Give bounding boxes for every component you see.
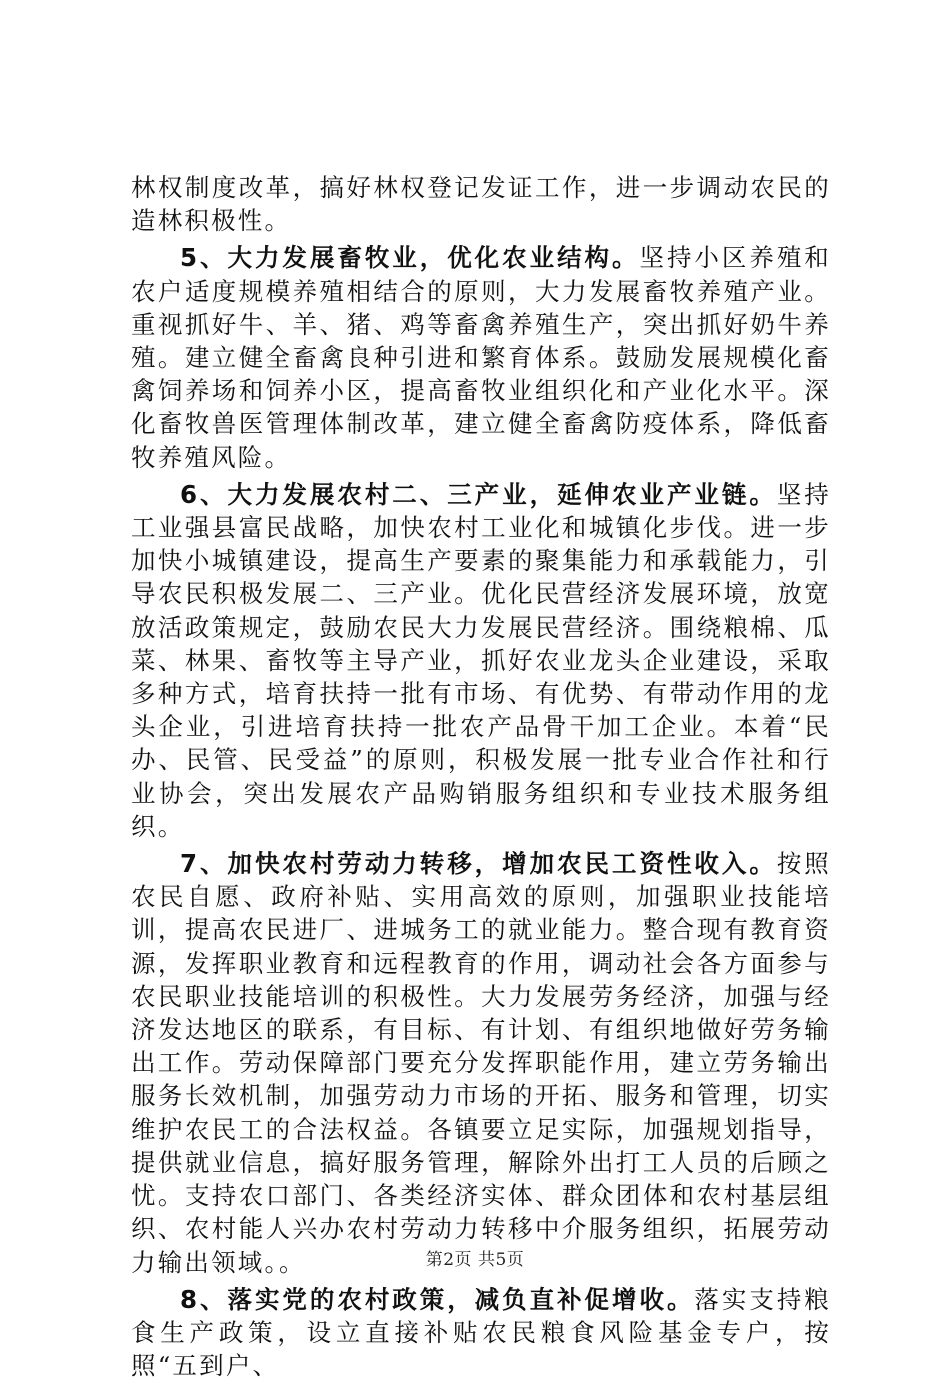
paragraph-5-text: 落实支持粮食生产政策，设立直接补贴农民粮食风险基金专户，按照“五到户、 (131, 1284, 831, 1381)
paragraph-5-heading: 8、落实党的农村政策，减负直补促增收。 (180, 1284, 695, 1314)
paragraph-1 (131, 171, 831, 237)
page-footer: 第2页 共5页 (425, 1250, 525, 1270)
document-body (131, 171, 831, 1386)
paragraph-3-heading: 6、大力发展农村二、三产业，延伸农业产业链。 (180, 479, 777, 509)
paragraph-2-heading: 5、大力发展畜牧业，优化农业结构。 (180, 243, 640, 273)
paragraph-2 (131, 241, 831, 473)
paragraph-3 (131, 478, 831, 843)
paragraph-4-heading: 7、加快农村劳动力转移，增加农民工资性收入。 (180, 849, 777, 879)
paragraph-2-text: 坚持小区养殖和农户适度规模养殖相结合的原则，大力发展畜牧养殖产业。重视抓好牛、羊、猪、鸡等畜禽养殖生产，突出抓好奶牛养殖。建立健全畜禽良种引进和繁育体系。鼓励发展规模化畜禽饲养场和饲养小区，提高畜牧业组织化和产业化水平。深化畜牧兽医管理体制改革，建立健全畜禽防疫体系，降低畜牧养殖风险。 (131, 243, 831, 472)
paragraph-1-text: 林权制度改革，搞好林权登记发证工作，进一步调动农民的造林积极性。 (131, 173, 831, 236)
paragraph-4 (131, 847, 831, 1279)
paragraph-4-text: 按照农民自愿、政府补贴、实用高效的原则，加强职业技能培训，提高农民进厂、进城务工的就业能力。整合现有教育资源，发挥职业教育和远程教育的作用，调动社会各方面参与农民职业技能培训的积极性。大力发展劳务经济，加强与经济发达地区的联系，有目标、有计划、有组织地做好劳务输出工作。劳动保障部门要充分发挥职能作用，建立劳务输出服务长效机制，加强劳动力市场的开拓、服务和管理，切实维护农民工的合法权益。各镇要立足实际，加强规划指导，提供就业信息，搞好服务管理，解除外出打工人员的后顾之忧。支持农口部门、各类经济实体、群众团体和农村基层组织、农村能人兴办农村劳动力转移中介服务组织，拓展劳动力输出领域。。 (131, 849, 831, 1277)
paragraph-3-text: 坚持工业强县富民战略，加快农村工业化和城镇化步伐。进一步加快小城镇建设，提高生产要素的聚集能力和承载能力，引导农民积极发展二、三产业。优化民营经济发展环境，放宽放活政策规定，鼓励农民大力发展民营经济。围绕粮棉、瓜菜、林果、畜牧等主导产业，抓好农业龙头企业建设，采取多种方式，培育扶持一批有市场、有优势、有带动作用的龙头企业，引进培育扶持一批农产品骨干加工企业。本着“民办、民管、民受益”的原则，积极发展一批专业合作社和行业协会，突出发展农产品购销服务组织和专业技术服务组织。 (131, 479, 831, 841)
paragraph-5 (131, 1283, 831, 1383)
